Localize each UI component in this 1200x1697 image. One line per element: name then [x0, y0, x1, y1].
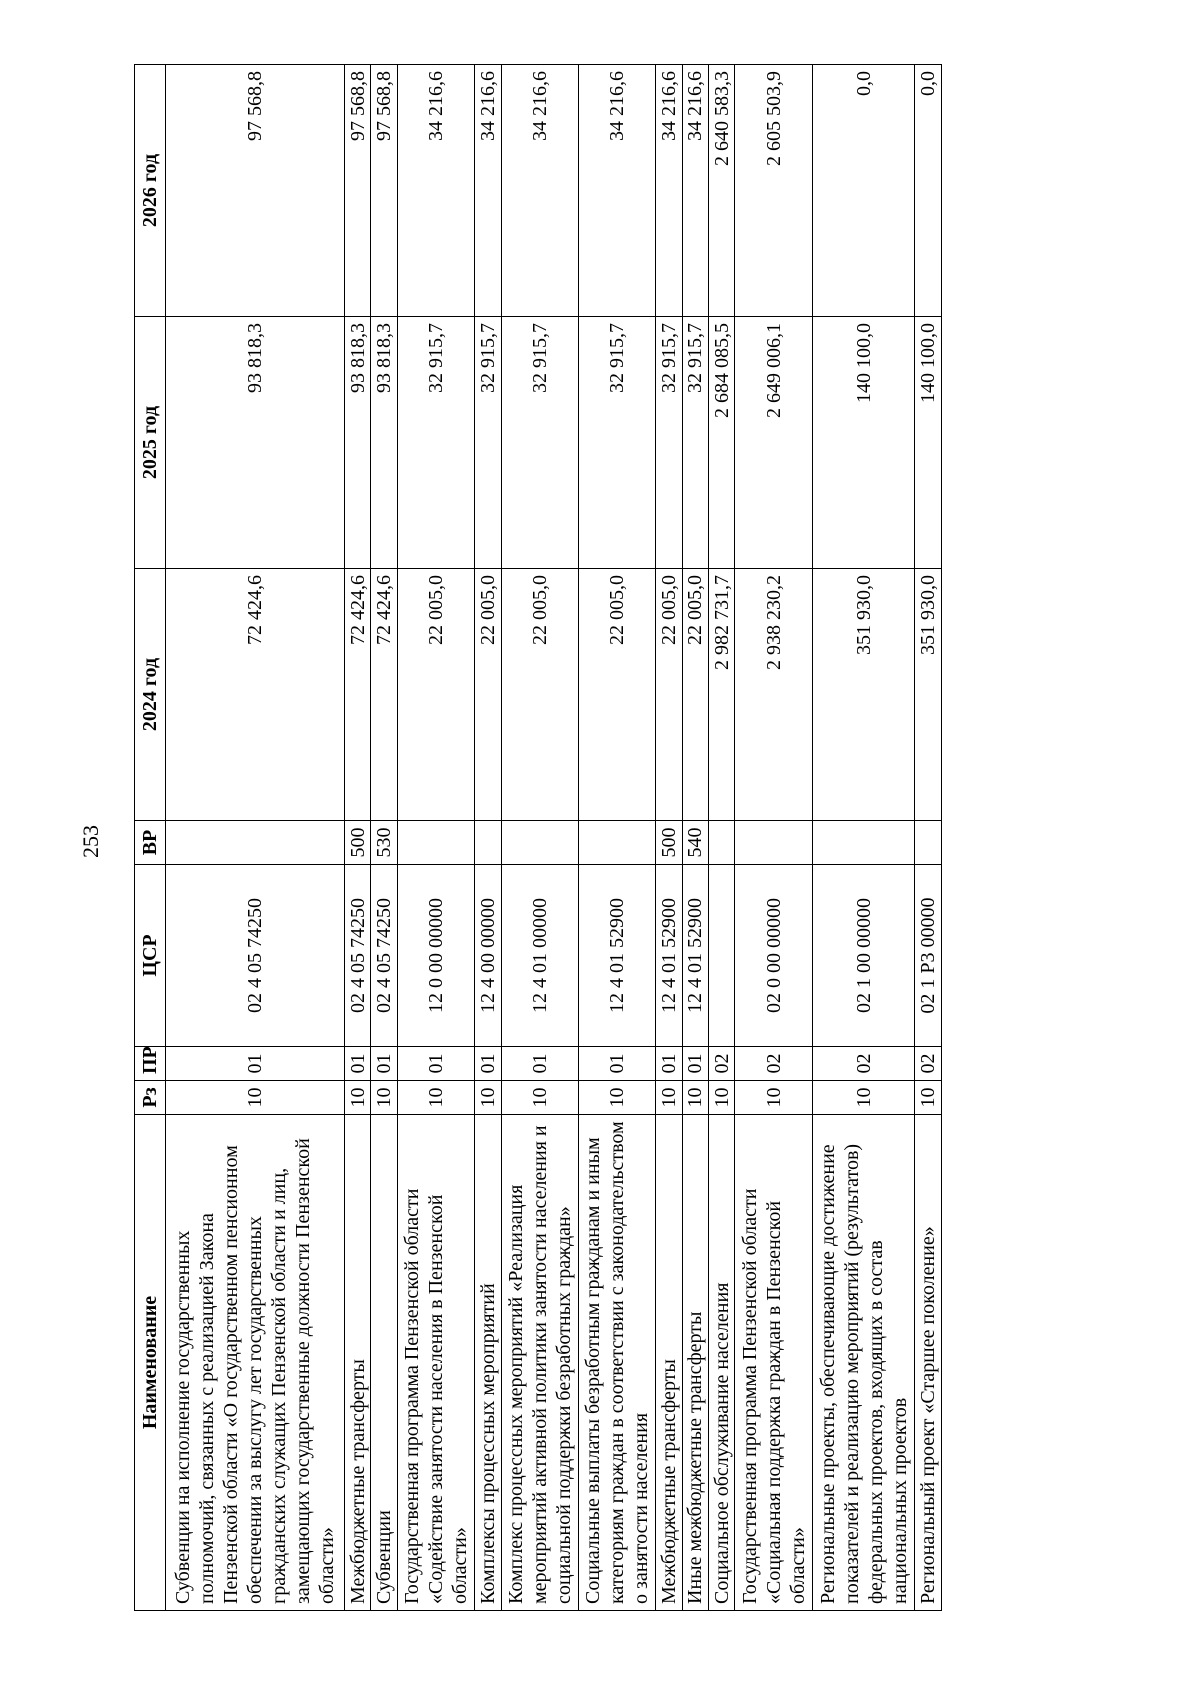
cell-csr: 12 0 00 00000 — [397, 865, 474, 1047]
cell-rz: 10 — [915, 1081, 942, 1115]
header-2024: 2024 год — [135, 569, 166, 821]
cell-2024: 351 930,0 — [812, 569, 915, 821]
cell-csr: 12 4 01 52900 — [682, 865, 708, 1047]
cell-name: Региональный проект «Старшее поколение» — [915, 1115, 942, 1611]
cell-2025: 32 915,7 — [475, 317, 501, 569]
cell-2024: 72 424,6 — [344, 569, 370, 821]
cell-csr: 02 1 P3 00000 — [915, 865, 942, 1047]
cell-name: Государственная программа Пензенской области «Содействие занятости населения в Пензенской области» — [397, 1115, 474, 1611]
cell-pr: 01 — [344, 1047, 370, 1081]
cell-2024: 72 424,6 — [371, 569, 397, 821]
cell-csr: 02 4 05 74250 — [371, 865, 397, 1047]
cell-2026: 97 568,8 — [166, 65, 345, 317]
cell-rz: 10 — [578, 1081, 655, 1115]
cell-2025: 140 100,0 — [812, 317, 915, 569]
cell-2024: 2 938 230,2 — [735, 569, 812, 821]
cell-2024: 72 424,6 — [166, 569, 345, 821]
cell-2026: 2 605 503,9 — [735, 65, 812, 317]
cell-name: Региональные проекты, обеспечивающие достижение показателей и реализацию мероприятий (результатов) федеральных проектов, входящих в состав национальных проектов — [812, 1115, 915, 1611]
cell-2025: 93 818,3 — [166, 317, 345, 569]
cell-pr: 01 — [475, 1047, 501, 1081]
table-row — [371, 65, 397, 1611]
cell-csr — [709, 865, 735, 1047]
table-row — [475, 65, 501, 1611]
cell-rz: 10 — [397, 1081, 474, 1115]
cell-vr — [397, 821, 474, 865]
cell-vr — [735, 821, 812, 865]
table-row — [344, 65, 370, 1611]
cell-2026: 0,0 — [812, 65, 915, 317]
cell-pr: 01 — [371, 1047, 397, 1081]
table-row — [735, 65, 812, 1611]
cell-2026: 34 216,6 — [397, 65, 474, 317]
cell-csr: 12 4 01 52900 — [656, 865, 682, 1047]
cell-name: Комплекс процессных мероприятий «Реализация мероприятий активной политики занятости населения и социальной поддержки безработных граждан» — [501, 1115, 578, 1611]
cell-vr — [475, 821, 501, 865]
cell-pr: 01 — [397, 1047, 474, 1081]
cell-pr: 01 — [682, 1047, 708, 1081]
cell-vr: 500 — [344, 821, 370, 865]
header-name: Наименование — [135, 1115, 166, 1611]
table-row — [682, 65, 708, 1611]
cell-2025: 32 915,7 — [578, 317, 655, 569]
table-row — [578, 65, 655, 1611]
cell-csr: 12 4 01 00000 — [501, 865, 578, 1047]
cell-2025: 93 818,3 — [344, 317, 370, 569]
cell-name: Субвенции на исполнение государственных полномочий, связанных с реализацией Закона Пензенской области «О государственном пенсионном обеспечении за выслугу лет государственных гражданских служащих Пензенской области и лиц, замещающих государственные должности Пензенской области» — [166, 1115, 345, 1611]
cell-rz: 10 — [475, 1081, 501, 1115]
header-vr: ВР — [135, 821, 166, 865]
cell-2024: 22 005,0 — [656, 569, 682, 821]
cell-rz: 10 — [344, 1081, 370, 1115]
table-row — [709, 65, 735, 1611]
cell-2024: 351 930,0 — [915, 569, 942, 821]
cell-name: Социальное обслуживание населения — [709, 1115, 735, 1611]
cell-vr: 530 — [371, 821, 397, 865]
cell-2025: 140 100,0 — [915, 317, 942, 569]
cell-name: Иные межбюджетные трансферты — [682, 1115, 708, 1611]
page-number: 253 — [78, 825, 103, 858]
cell-2026: 97 568,8 — [344, 65, 370, 317]
cell-pr: 02 — [709, 1047, 735, 1081]
cell-2024: 22 005,0 — [578, 569, 655, 821]
cell-name: Социальные выплаты безработным гражданам и иным категориям граждан в соответствии с законодательством о занятости населения — [578, 1115, 655, 1611]
cell-csr: 02 4 05 74250 — [166, 865, 345, 1047]
cell-vr: 540 — [682, 821, 708, 865]
cell-2025: 2 684 085,5 — [709, 317, 735, 569]
cell-vr — [915, 821, 942, 865]
cell-2024: 2 982 731,7 — [709, 569, 735, 821]
cell-rz: 10 — [371, 1081, 397, 1115]
cell-vr — [812, 821, 915, 865]
header-2025: 2025 год — [135, 317, 166, 569]
cell-pr: 02 — [735, 1047, 812, 1081]
cell-csr: 12 4 00 00000 — [475, 865, 501, 1047]
cell-2025: 32 915,7 — [682, 317, 708, 569]
cell-2026: 34 216,6 — [656, 65, 682, 317]
cell-name: Межбюджетные трансферты — [344, 1115, 370, 1611]
cell-2024: 22 005,0 — [501, 569, 578, 821]
header-rz: Рз — [135, 1081, 166, 1115]
cell-2025: 32 915,7 — [397, 317, 474, 569]
cell-csr: 02 1 00 00000 — [812, 865, 915, 1047]
table-row — [915, 65, 942, 1611]
header-csr: ЦСР — [135, 865, 166, 1047]
cell-2026: 0,0 — [915, 65, 942, 317]
table-row — [501, 65, 578, 1611]
cell-rz: 10 — [812, 1081, 915, 1115]
cell-pr: 01 — [501, 1047, 578, 1081]
cell-vr — [501, 821, 578, 865]
table-row — [656, 65, 682, 1611]
cell-2024: 22 005,0 — [682, 569, 708, 821]
cell-rz: 10 — [735, 1081, 812, 1115]
cell-rz: 10 — [682, 1081, 708, 1115]
table-row — [166, 65, 345, 1611]
cell-rz: 10 — [501, 1081, 578, 1115]
cell-csr: 12 4 01 52900 — [578, 865, 655, 1047]
cell-vr — [166, 821, 345, 865]
cell-name: Комплексы процессных мероприятий — [475, 1115, 501, 1611]
cell-2024: 22 005,0 — [397, 569, 474, 821]
header-2026: 2026 год — [135, 65, 166, 317]
cell-2026: 97 568,8 — [371, 65, 397, 317]
cell-2025: 93 818,3 — [371, 317, 397, 569]
cell-rz: 10 — [656, 1081, 682, 1115]
cell-csr: 02 4 05 74250 — [344, 865, 370, 1047]
cell-pr: 01 — [656, 1047, 682, 1081]
cell-pr: 01 — [166, 1047, 345, 1081]
table-header-row — [135, 65, 166, 1611]
cell-2025: 32 915,7 — [656, 317, 682, 569]
cell-2026: 34 216,6 — [501, 65, 578, 317]
cell-rz: 10 — [166, 1081, 345, 1115]
cell-vr — [709, 821, 735, 865]
cell-pr: 01 — [578, 1047, 655, 1081]
cell-2026: 34 216,6 — [475, 65, 501, 317]
cell-vr — [578, 821, 655, 865]
cell-2024: 22 005,0 — [475, 569, 501, 821]
cell-name: Субвенции — [371, 1115, 397, 1611]
cell-name: Государственная программа Пензенской области «Социальная поддержка граждан в Пензенской области» — [735, 1115, 812, 1611]
cell-2026: 34 216,6 — [578, 65, 655, 317]
cell-2025: 2 649 006,1 — [735, 317, 812, 569]
budget-table — [134, 64, 942, 1611]
cell-2026: 34 216,6 — [682, 65, 708, 317]
cell-csr: 02 0 00 00000 — [735, 865, 812, 1047]
cell-2025: 32 915,7 — [501, 317, 578, 569]
cell-vr: 500 — [656, 821, 682, 865]
cell-2026: 2 640 583,3 — [709, 65, 735, 317]
table-row — [397, 65, 474, 1611]
cell-name: Межбюджетные трансферты — [656, 1115, 682, 1611]
cell-pr: 02 — [812, 1047, 915, 1081]
cell-rz: 10 — [709, 1081, 735, 1115]
header-pr: ПР — [135, 1047, 166, 1081]
table-row — [812, 65, 915, 1611]
budget-table-container — [134, 65, 942, 1611]
cell-pr: 02 — [915, 1047, 942, 1081]
